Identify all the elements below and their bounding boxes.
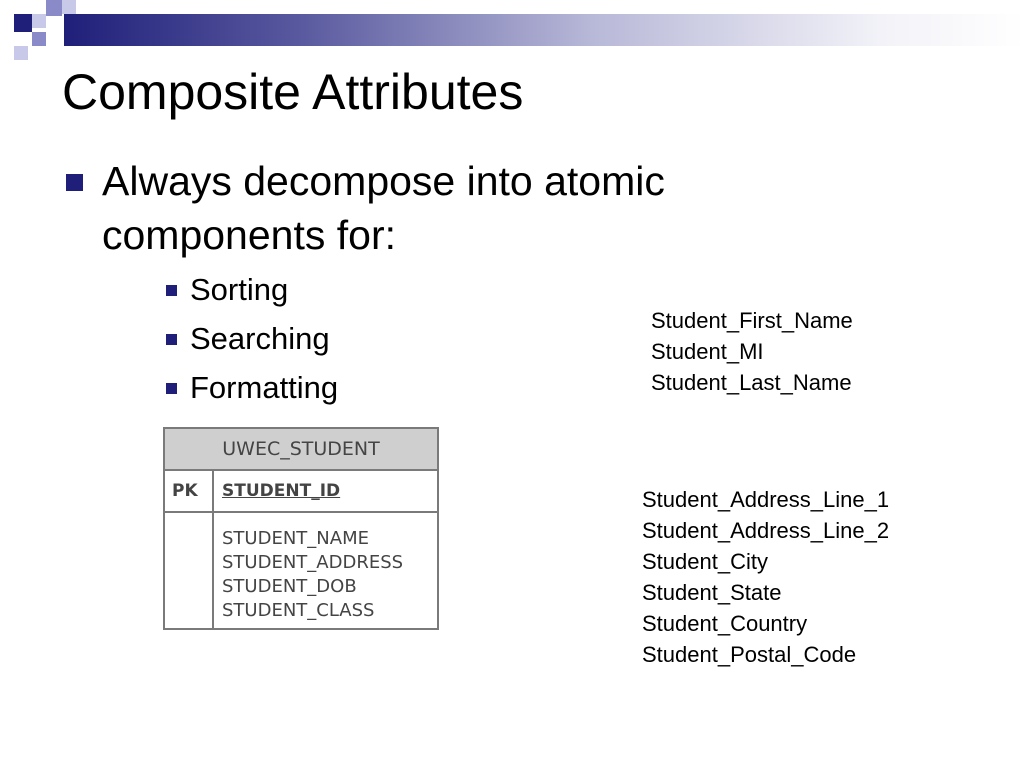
pk-field: STUDENT_ID <box>222 481 341 501</box>
address-component: Student_City <box>642 549 768 574</box>
sub-bullet-item <box>166 317 338 366</box>
address-component: Student_Address_Line_2 <box>642 518 890 543</box>
square-bullet-icon <box>166 334 177 345</box>
pk-label: PK <box>165 471 214 511</box>
address-components-list <box>642 484 889 670</box>
main-bullet <box>66 154 766 262</box>
slide-header-decoration <box>0 0 1024 64</box>
header-gradient-bar <box>64 14 1024 46</box>
entity-attribute: STUDENT_DOB <box>222 576 357 597</box>
entity-pk-row <box>165 471 437 513</box>
decor-square <box>46 0 62 16</box>
address-component: Student_Country <box>642 611 808 636</box>
entity-attribute: STUDENT_ADDRESS <box>222 552 404 573</box>
sub-bullet-text: Sorting <box>190 272 289 307</box>
sub-bullet-item <box>166 268 338 317</box>
address-component: Student_State <box>642 580 782 605</box>
entity-attribute: STUDENT_NAME <box>222 528 369 549</box>
decor-square <box>32 14 46 28</box>
square-bullet-icon <box>166 285 177 296</box>
sub-bullet-list <box>166 268 338 415</box>
address-component: Student_Postal_Code <box>642 642 857 667</box>
decor-square <box>62 0 76 14</box>
entity-key-column <box>165 513 214 630</box>
name-component: Student_Last_Name <box>651 370 852 395</box>
name-components-list <box>651 305 853 398</box>
decor-square <box>14 46 28 60</box>
decor-square <box>32 32 46 46</box>
sub-bullet-text: Searching <box>190 321 330 356</box>
sub-bullet-item <box>166 366 338 415</box>
square-bullet-icon <box>66 174 83 191</box>
decor-square <box>14 14 32 32</box>
slide-title: Composite Attributes <box>62 64 524 120</box>
entity-attribute-row <box>165 513 437 630</box>
name-component: Student_First_Name <box>651 308 853 333</box>
entity-attribute: STUDENT_CLASS <box>222 600 375 621</box>
entity-name: UWEC_STUDENT <box>165 429 437 471</box>
sub-bullet-text: Formatting <box>190 370 339 405</box>
entity-attribute-list <box>214 513 403 630</box>
address-component: Student_Address_Line_1 <box>642 487 890 512</box>
square-bullet-icon <box>166 383 177 394</box>
name-component: Student_MI <box>651 339 764 364</box>
entity-box <box>163 427 439 630</box>
main-bullet-text: Always decompose into atomic components for: <box>102 158 665 258</box>
